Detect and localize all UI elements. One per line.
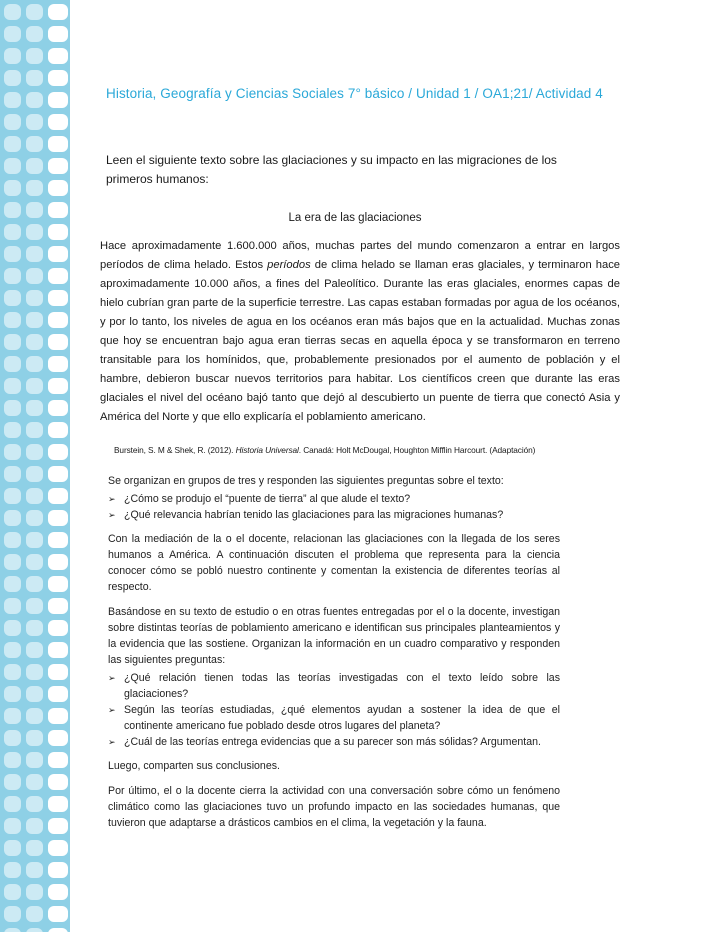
- notebook-ring: [48, 312, 68, 328]
- notebook-ring: [4, 92, 21, 108]
- notebook-ring: [4, 510, 21, 526]
- notebook-ring: [26, 818, 43, 834]
- notebook-ring: [4, 312, 21, 328]
- notebook-ring: [26, 422, 43, 438]
- notebook-ring: [48, 576, 68, 592]
- notebook-ring: [4, 224, 21, 240]
- notebook-ring: [48, 620, 68, 636]
- notebook-ring: [26, 752, 43, 768]
- activity-3-questions: [108, 670, 560, 750]
- notebook-ring: [4, 180, 21, 196]
- activity-5: Por último, el o la docente cierra la actividad con una conversación sobre cómo un fenómeno climático como las glaciaciones tuvo un profundo impacto en las sociedades humanas, que tuvieron que adaptarse a drásticos cambios en el clima, la vegetación y la fauna.: [108, 785, 560, 829]
- notebook-ring: [26, 70, 43, 86]
- notebook-ring: [4, 620, 21, 636]
- notebook-ring: [48, 708, 68, 724]
- notebook-ring: [4, 862, 21, 878]
- notebook-ring: [48, 180, 68, 196]
- notebook-ring: [4, 378, 21, 394]
- notebook-ring: [48, 224, 68, 240]
- notebook-ring: [26, 466, 43, 482]
- notebook-ring: [48, 510, 68, 526]
- notebook-ring: [48, 246, 68, 262]
- notebook-ring: [26, 642, 43, 658]
- notebook-ring: [26, 268, 43, 284]
- notebook-ring: [48, 488, 68, 504]
- notebook-ring: [4, 642, 21, 658]
- notebook-ring: [48, 818, 68, 834]
- notebook-ring: [48, 114, 68, 130]
- notebook-ring: [26, 312, 43, 328]
- notebook-ring: [48, 444, 68, 460]
- notebook-ring: [26, 862, 43, 878]
- citation: Burstein, S. M & Shek, R. (2012). Historia Universal. Canadá: Holt McDougal, Houghton Mifflin Harcourt. (Adaptación): [114, 445, 536, 455]
- notebook-ring: [48, 642, 68, 658]
- notebook-ring: [26, 400, 43, 416]
- bullet-icon: ➢: [108, 510, 116, 520]
- notebook-ring: [4, 796, 21, 812]
- notebook-ring: [48, 158, 68, 174]
- notebook-ring: [48, 356, 68, 372]
- notebook-ring: [48, 840, 68, 856]
- activities-section: [108, 473, 560, 840]
- notebook-ring: [48, 400, 68, 416]
- notebook-ring: [4, 488, 21, 504]
- notebook-ring: [48, 4, 68, 20]
- notebook-ring: [48, 422, 68, 438]
- notebook-ring: [48, 686, 68, 702]
- notebook-ring: [4, 290, 21, 306]
- list-item: ➢ ¿Cuál de las teorías entrega evidencias que a su parecer son más sólidas? Argumentan.: [108, 736, 541, 748]
- list-item: ➢ ¿Qué relación tienen todas las teorías investigadas con el texto leído sobre las glaciaciones?: [108, 672, 560, 700]
- notebook-ring: [4, 576, 21, 592]
- notebook-ring: [48, 730, 68, 746]
- notebook-ring: [26, 730, 43, 746]
- notebook-ring: [4, 708, 21, 724]
- notebook-ring: [26, 488, 43, 504]
- notebook-ring: [26, 114, 43, 130]
- notebook-ring: [26, 136, 43, 152]
- notebook-ring: [48, 466, 68, 482]
- notebook-ring: [48, 752, 68, 768]
- notebook-ring: [26, 246, 43, 262]
- list-item: ➢ ¿Qué relevancia habrían tenido las glaciaciones para las migraciones humanas?: [108, 509, 504, 521]
- notebook-ring: [4, 466, 21, 482]
- notebook-ring: [48, 48, 68, 64]
- bullet-icon: ➢: [108, 673, 116, 683]
- citation-work: Historia Universal: [235, 445, 299, 455]
- notebook-ring: [26, 796, 43, 812]
- notebook-ring: [4, 554, 21, 570]
- notebook-ring: [48, 906, 68, 922]
- notebook-ring: [26, 4, 43, 20]
- notebook-ring: [4, 268, 21, 284]
- notebook-ring: [26, 884, 43, 900]
- notebook-ring: [4, 884, 21, 900]
- notebook-ring: [48, 884, 68, 900]
- notebook-ring: [26, 664, 43, 680]
- notebook-ring: [4, 136, 21, 152]
- notebook-ring: [4, 818, 21, 834]
- notebook-ring-pattern: [0, 0, 70, 932]
- italic-word: períodos: [267, 259, 311, 271]
- notebook-ring: [26, 708, 43, 724]
- notebook-ring: [4, 334, 21, 350]
- notebook-ring: [48, 532, 68, 548]
- activity-3: Basándose en su texto de estudio o en otras fuentes entregadas por el o la docente, investigan sobre distintas teorías de poblamiento americano e identifican sus principales planteamientos y la evidencia que las sostiene. Organizan la información en un cuadro comparativo y responden las siguientes preguntas:: [108, 606, 560, 666]
- notebook-ring: [4, 686, 21, 702]
- notebook-ring: [4, 356, 21, 372]
- notebook-ring: [4, 26, 21, 42]
- notebook-ring: [26, 158, 43, 174]
- list-item: ➢ Según las teorías estudiadas, ¿qué elementos ayudan a sostener la idea de que el continente americano fue poblado desde otros lugares del planeta?: [108, 704, 560, 732]
- notebook-ring: [48, 92, 68, 108]
- notebook-ring: [26, 532, 43, 548]
- notebook-ring: [48, 554, 68, 570]
- notebook-ring: [48, 774, 68, 790]
- notebook-ring: [4, 730, 21, 746]
- notebook-ring: [4, 598, 21, 614]
- notebook-ring: [26, 774, 43, 790]
- notebook-ring: [4, 532, 21, 548]
- notebook-ring: [26, 48, 43, 64]
- notebook-ring: [26, 554, 43, 570]
- notebook-ring: [48, 268, 68, 284]
- notebook-ring: [4, 928, 21, 932]
- bullet-icon: ➢: [108, 737, 116, 747]
- notebook-ring: [26, 92, 43, 108]
- activity-2: Con la mediación de la o el docente, relacionan las glaciaciones con la llegada de los seres humanos a América. A continuación discuten el problema que representa para la ciencia conocer cómo se pobló nuestro continente y comentan la existencia de diferentes teorías al respecto.: [108, 533, 560, 593]
- notebook-ring: [26, 928, 43, 932]
- notebook-ring: [48, 70, 68, 86]
- notebook-ring: [26, 202, 43, 218]
- reading-title: La era de las glaciaciones: [288, 212, 422, 224]
- notebook-ring: [48, 598, 68, 614]
- notebook-ring: [4, 4, 21, 20]
- notebook-ring: [4, 158, 21, 174]
- notebook-ring: [4, 202, 21, 218]
- notebook-ring: [48, 136, 68, 152]
- reading-paragraph: Hace aproximadamente 1.600.000 años, muchas partes del mundo comenzaron a entrar en largos períodos de clima helado. Estos períodos de clima helado se llaman eras glaciales, y terminaron hace aproximadamente 10.000 años, a fines del Paleolítico. Durante las eras glaciales, enormes capas de hielo cubrían gran parte de la superficie terrestre. Las capas estaban formadas por agua de los océanos, y por lo tanto, los niveles de agua en los océanos eran más bajos que en la actualidad. Muchas zonas que hoy se encuentran bajo agua eran tierras secas en aquella época y se transformaron en terreno transitable para los homínidos, que, probablemente presionados por el aumento de población y el hambre, debieron buscar nuevos territorios para habitar. Los científicos creen que durante las eras glaciales el nivel del océano bajó tanto que dejó al descubierto un puente de tierra que conectó Asia y América del Norte y que ello explicaría el poblamiento americano.: [100, 240, 621, 423]
- notebook-ring: [4, 246, 21, 262]
- notebook-ring: [26, 510, 43, 526]
- notebook-ring: [26, 180, 43, 196]
- notebook-ring: [26, 840, 43, 856]
- notebook-ring: [48, 862, 68, 878]
- notebook-ring: [26, 26, 43, 42]
- activity-1: Se organizan en grupos de tres y responden las siguientes preguntas sobre el texto:: [108, 475, 504, 487]
- page-header: Historia, Geografía y Ciencias Sociales 7° básico / Unidad 1 / OA1;21/ Actividad 4: [106, 86, 603, 101]
- notebook-ring: [26, 444, 43, 460]
- notebook-ring: [48, 334, 68, 350]
- notebook-ring: [26, 576, 43, 592]
- bullet-icon: ➢: [108, 494, 116, 504]
- activity-1-questions: [108, 491, 560, 523]
- notebook-ring: [48, 290, 68, 306]
- notebook-ring: [26, 356, 43, 372]
- intro-instruction: Leen el siguiente texto sobre las glaciaciones y su impacto en las migraciones de los primeros humanos:: [106, 153, 557, 186]
- notebook-ring: [4, 664, 21, 680]
- notebook-ring: [26, 598, 43, 614]
- notebook-ring: [4, 114, 21, 130]
- decorative-notebook-strip: [0, 0, 70, 932]
- reading-text: [100, 237, 620, 427]
- notebook-ring: [48, 796, 68, 812]
- notebook-ring: [4, 422, 21, 438]
- notebook-ring: [26, 224, 43, 240]
- notebook-ring: [48, 26, 68, 42]
- notebook-ring: [4, 400, 21, 416]
- notebook-ring: [4, 70, 21, 86]
- notebook-ring: [4, 444, 21, 460]
- notebook-ring: [4, 906, 21, 922]
- notebook-ring: [26, 906, 43, 922]
- notebook-ring: [48, 378, 68, 394]
- notebook-ring: [48, 202, 68, 218]
- list-item: ➢ ¿Cómo se produjo el “puente de tierra” al que alude el texto?: [108, 493, 411, 505]
- notebook-ring: [4, 752, 21, 768]
- notebook-ring: [26, 686, 43, 702]
- activity-4: Luego, comparten sus conclusiones.: [108, 760, 280, 772]
- notebook-ring: [26, 334, 43, 350]
- notebook-ring: [26, 378, 43, 394]
- notebook-ring: [4, 48, 21, 64]
- notebook-ring: [4, 840, 21, 856]
- notebook-ring: [4, 774, 21, 790]
- notebook-ring: [48, 664, 68, 680]
- notebook-ring: [26, 620, 43, 636]
- bullet-icon: ➢: [108, 705, 116, 715]
- notebook-ring: [48, 928, 68, 932]
- notebook-ring: [26, 290, 43, 306]
